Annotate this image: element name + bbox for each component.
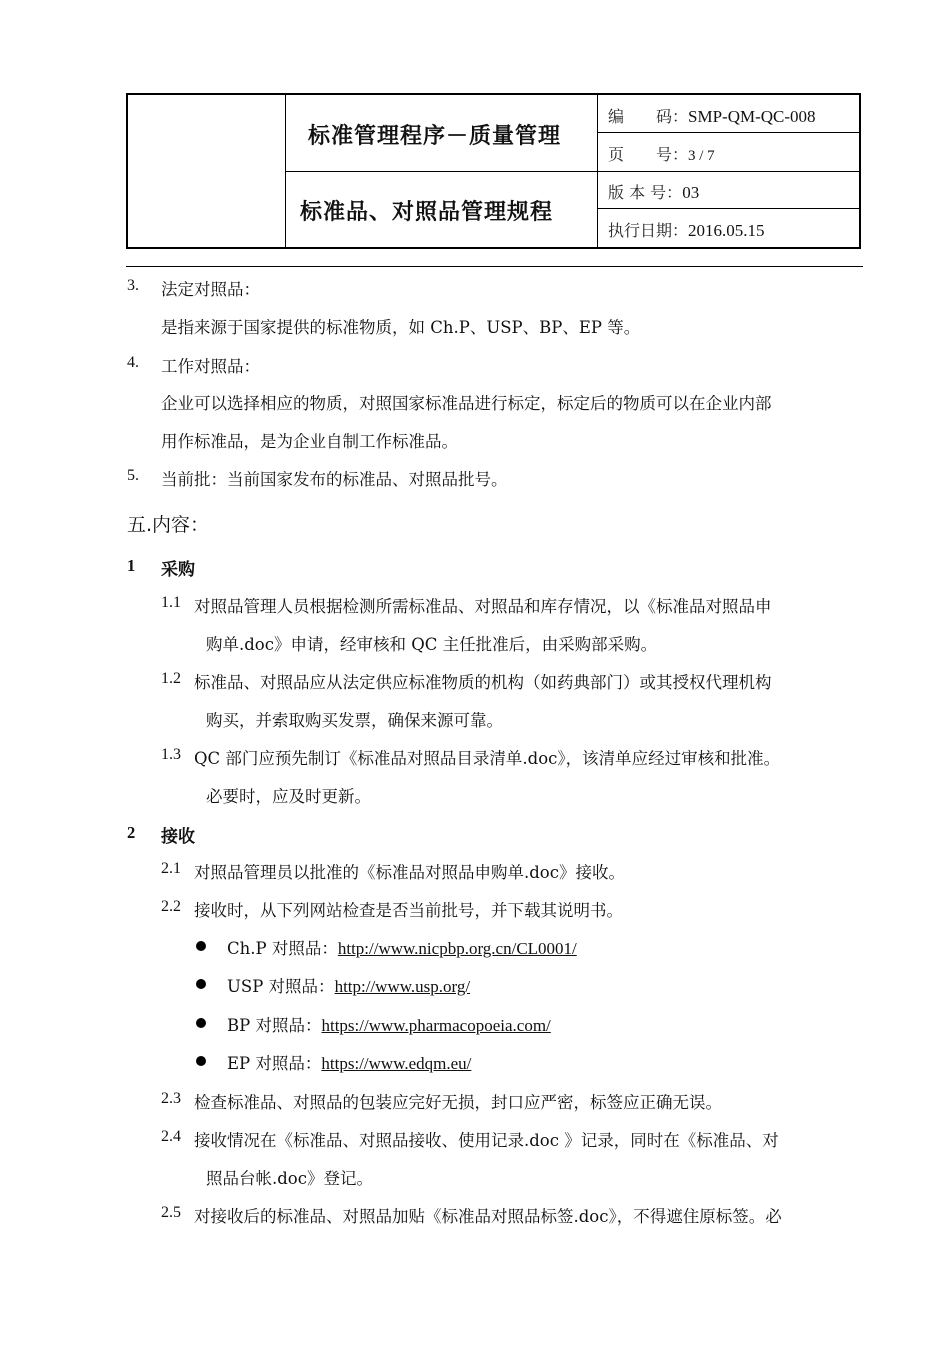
link-label: USP 对照品： [227,977,335,996]
header-divider [597,132,861,133]
item-text: 照品台帐.doc》登记。 [206,1169,373,1188]
link-label: Ch.P 对照品： [227,939,338,958]
link-item [227,1050,471,1074]
link-url[interactable]: https://www.pharmacopoeia.com/ [321,1016,551,1035]
def-text: 用作标准品，是为企业自制工作标准品。 [161,432,458,451]
item-text: 对照品管理员以批准的《标准品对照品申购单.doc》接收。 [194,863,625,882]
header-title-sub: 标准品、对照品管理规程 [300,200,554,225]
item-number: 1.1 [161,594,181,611]
subsection-title: 采购 [161,560,195,580]
def-text: 是指来源于国家提供的标准物质，如 Ch.P、USP、BP、EP 等。 [161,318,641,337]
bullet-icon [196,1018,206,1028]
item-text: QC 部门应预先制订《标准品对照品目录清单.doc》，该清单应经过审核和批准。 [194,749,781,768]
section-heading: 五.内容： [127,514,210,536]
item-text: 对接收后的标准品、对照品加贴《标准品对照品标签.doc》，不得遮住原标签。必 [194,1207,782,1226]
header-rule [126,266,863,267]
item-text: 标准品、对照品应从法定供应标准物质的机构（如药典部门）或其授权代理机构 [194,673,772,692]
item-text: 接收时，从下列网站检查是否当前批号，并下载其说明书。 [194,901,623,920]
item-number: 1.2 [161,670,181,687]
item-text: 接收情况在《标准品、对照品接收、使用记录.doc 》记录，同时在《标准品、对 [194,1131,779,1150]
header-divider [597,208,861,209]
item-number: 2.5 [161,1204,181,1221]
link-url[interactable]: https://www.edqm.eu/ [321,1054,472,1073]
header-code [608,104,816,127]
bullet-icon [196,979,206,989]
header-page [608,142,715,165]
bullet-icon [196,1056,206,1066]
def-title: 法定对照品： [161,280,260,299]
item-number: 2.4 [161,1128,181,1145]
item-number: 2.3 [161,1090,181,1107]
link-label: BP 对照品： [227,1016,322,1035]
item-text: 购买，并索取购买发票，确保来源可靠。 [206,711,503,730]
item-text: 检查标准品、对照品的包装应完好无损，封口应严密，标签应正确无误。 [194,1093,722,1112]
header-version-value: 03 [682,183,700,202]
def-number: 5. [127,467,139,484]
header-date-value: 2016.05.15 [688,221,765,240]
header-date-label: 执行日期： [608,221,689,240]
header-title-main: 标准管理程序－质量管理 [308,124,562,149]
link-item [227,1012,551,1036]
link-url[interactable]: http://www.usp.org/ [334,977,471,996]
def-text: 企业可以选择相应的物质，对照国家标准品进行标定，标定后的物质可以在企业内部 [161,394,772,413]
def-number: 4. [127,354,139,371]
link-item [227,973,470,997]
link-label: EP 对照品： [227,1054,322,1073]
subsection-number: 2 [127,823,136,842]
header-version-label: 版 本 号： [608,183,683,202]
item-number: 2.2 [161,898,181,915]
def-title: 工作对照品： [161,357,260,376]
link-url[interactable]: http://www.nicpbp.org.cn/CL0001/ [337,939,577,958]
header-date [608,218,765,241]
document-header-table [126,93,861,249]
bullet-icon [196,941,206,951]
item-number: 1.3 [161,746,181,763]
item-text: 购单.doc》申请，经审核和 QC 主任批准后，由采购部采购。 [206,635,658,654]
header-code-label: 编 码： [608,107,689,126]
header-page-value: 3 / 7 [688,148,715,164]
item-number: 2.1 [161,860,181,877]
item-text: 对照品管理人员根据检测所需标准品、对照品和库存情况，以《标准品对照品申 [194,597,772,616]
subsection-number: 1 [127,556,136,575]
subsection-title: 接收 [161,827,195,847]
def-title: 当前批：当前国家发布的标准品、对照品批号。 [161,470,508,489]
def-number: 3. [127,277,139,294]
item-text: 必要时，应及时更新。 [206,787,371,806]
link-item [227,935,577,959]
header-page-label: 页 号： [608,145,689,164]
header-code-value: SMP-QM-QC-008 [688,107,816,126]
header-divider [285,171,861,172]
header-version [608,180,699,203]
